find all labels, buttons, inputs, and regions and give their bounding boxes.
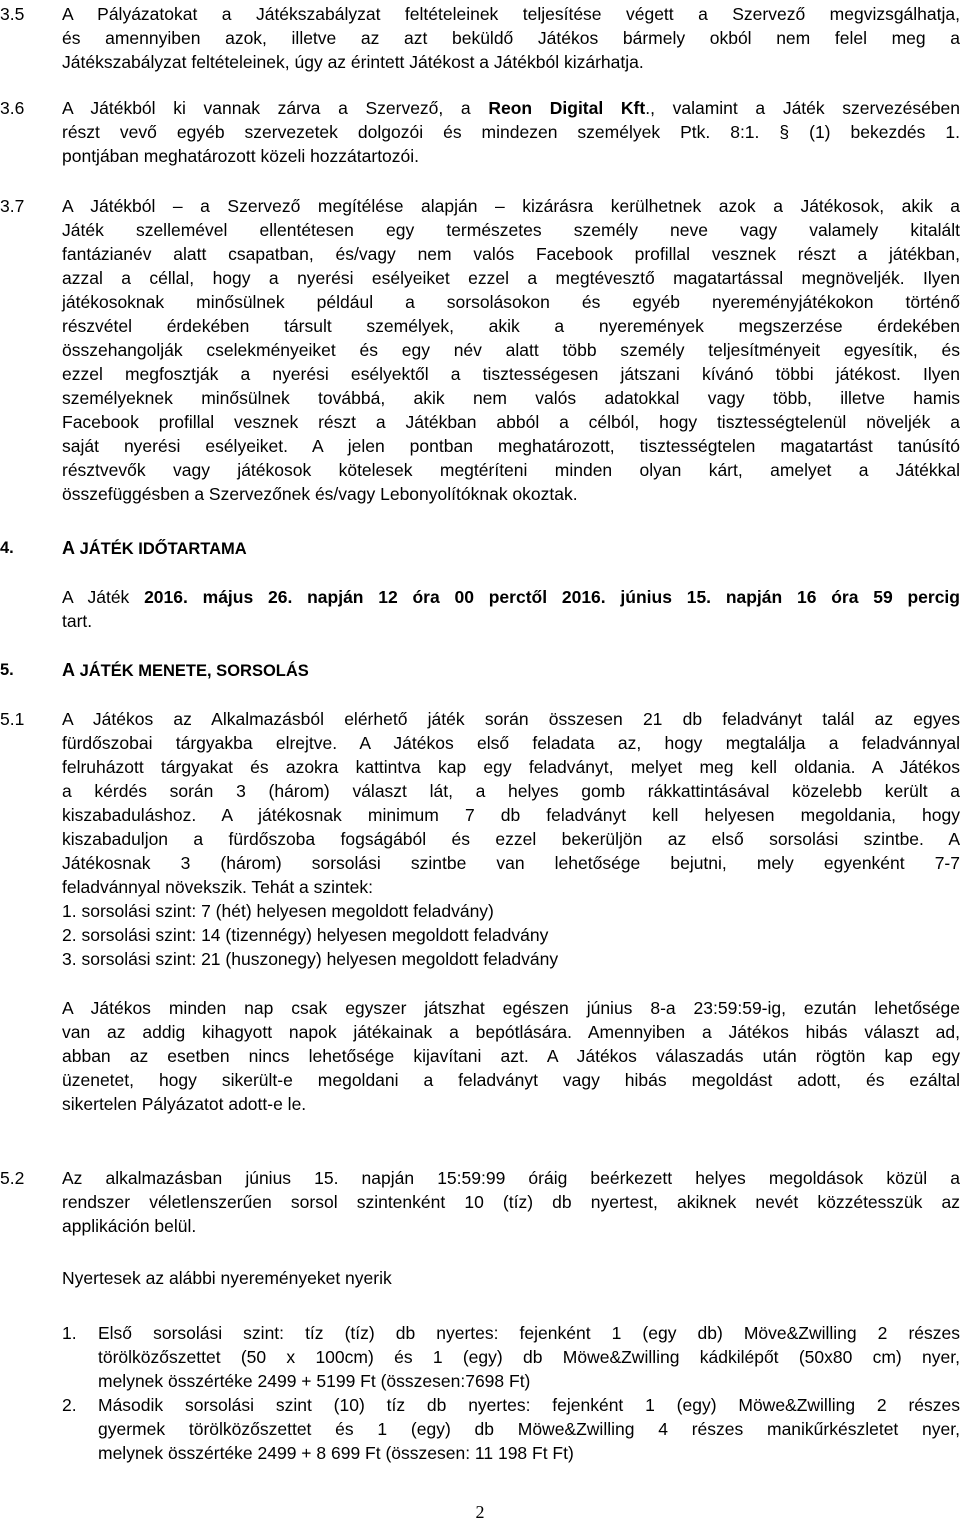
text-line: gyermek törölközőszettet és 1 (egy) db Möwe&Zwilling 4 részes manikűrkészletet nyer,	[98, 1419, 960, 1439]
text-run: A Játék	[62, 587, 145, 607]
section-5-1	[0, 707, 960, 971]
text-line: felruházott tárgyakat és azokra kattintva kap egy feladványt, melyet meg kell oldania. A Játékos	[62, 757, 960, 777]
list-text	[98, 1321, 960, 1393]
section-heading-4	[0, 536, 960, 561]
section-number: 3.5	[0, 4, 25, 24]
heading-initial: A	[62, 538, 75, 558]
text-line: részt vevő egyéb szervezetek dolgozói és mindezen személyek Ptk. 8:1. § (1) bekezdés 1.	[62, 122, 960, 142]
text-line: részvétel érdekében társult személyek, akik a nyeremények megszerzése érdekében	[62, 316, 960, 336]
text-line: Játék szellemével ellentétesen egy természetes személy neve vagy valamely kitalált	[62, 220, 960, 240]
text-line: abban az esetben nincs lehetősége kijavítani azt. A Játékos válaszadás után rögtön kap egy	[62, 1046, 960, 1066]
level-line: 3. sorsolási szint: 21 (huszonegy) helyesen megoldott feladvány	[62, 949, 559, 969]
text-line: fantázianév alatt csapatban, és/vagy nem valós Facebook profillal vesznek részt a játékban,	[62, 244, 960, 264]
section-5-1-paragraph-2	[0, 996, 960, 1116]
text-line: Nyertesek az alábbi nyereményeket nyerik	[62, 1268, 392, 1288]
duration-dates: 2016. május 26. napján 12 óra 00 perctől 2016. június 15. napján 16 óra 59 percig	[144, 587, 960, 607]
text-line: kiszabaduláshoz. A játékosnak minimum 7 db feladványt kell helyesen megoldania, hogy	[62, 805, 960, 825]
list-item	[62, 1321, 960, 1393]
text-line: A Játékos az Alkalmazásból elérhető játék során összesen 21 db feladványt talál az egyes	[62, 709, 960, 729]
text-line: összehangolják cselekményeiket és egy név alatt több személy teljesítményeit egyesítik, és	[62, 340, 960, 360]
text-line: és amennyiben azok, illetve az azt beküldő Játékos bármely okból nem felel meg a	[62, 28, 960, 48]
text-line: azzal a céllal, hogy a nyerési esélyeiket ezzel a megtévesztő magatartással megnöveljék. Ilyen	[62, 268, 960, 288]
list-number: 2.	[62, 1395, 77, 1415]
text-line: pontjában meghatározott közeli hozzátartozói.	[62, 146, 420, 166]
text-line: kiszabaduljon a fürdőszoba fogságából és ezzel bekerüljön az első sorsolási szintbe. A	[62, 829, 960, 849]
section-number: 3.6	[0, 98, 25, 118]
text-line: tart.	[62, 611, 93, 631]
section-number: 5.2	[0, 1168, 25, 1188]
text-line: a kérdés során 3 (három) választ lát, a helyes gomb rákkattintásával közelebb került a	[62, 781, 960, 801]
heading-text	[62, 658, 309, 683]
list-text	[98, 1393, 960, 1465]
section-5-2	[0, 1166, 960, 1238]
text-line: Játékszabályzat feltételeinek, úgy az érintett Játékost a Játékból kizárhatja.	[62, 52, 644, 72]
text-line: törölközőszettet (50 x 100cm) és 1 (egy) db Möwe&Zwilling kádkilépőt (50x80 cm) nyer,	[98, 1347, 960, 1367]
level-line: 1. sorsolási szint: 7 (hét) helyesen megoldott feladvány)	[62, 901, 494, 921]
section-text	[62, 1166, 960, 1238]
text-line: résztvevők vagy játékosok kötelesek megtéríteni minden olyan kárt, amelyet a Játékkal	[62, 460, 960, 480]
list-item	[62, 1393, 960, 1465]
text-line: Második sorsolási szint (10) tíz db nyertes: fejenként 1 (egy) Möwe&Zwilling 2 részes	[98, 1395, 960, 1415]
section-3-5	[0, 2, 960, 74]
section-text	[62, 585, 960, 633]
section-text	[62, 2, 960, 74]
list-number: 1.	[62, 1323, 77, 1343]
level-line: 2. sorsolási szint: 14 (tizennégy) helyesen megoldott feladvány	[62, 925, 549, 945]
text-line: Játékosnak 3 (három) sorsolási szintbe van lehetősége bejutni, mely egyenként 7-7	[62, 853, 960, 873]
text-line: A Játékból – a Szervező megítélése alapján – kizárásra kerülhetnek azok a Játékosok, akik a	[62, 196, 960, 216]
text-run: ., valamint a Játék szervezésében	[645, 98, 960, 118]
text-line: fürdőszobai tárgyakba elrejtve. A Játékos első feladata az, hogy megtalálja a feladvánnyal	[62, 733, 960, 753]
text-line: játékosoknak minősülnek például a sorsolásokon és egyéb nyereményjátékokon történő	[62, 292, 960, 312]
text-line: saját nyerési esélyeiket. A jelen pontban meghatározott, tisztességtelen magatartást tanúsító	[62, 436, 960, 456]
heading-rest: JÁTÉK MENETE, SORSOLÁS	[75, 662, 309, 680]
section-3-6	[0, 96, 960, 168]
section-number: 3.7	[0, 196, 25, 216]
text-run: A Játékból ki vannak zárva a Szervező, a	[62, 98, 489, 118]
section-number: 5.	[0, 661, 14, 679]
text-line: melynek összértéke 2499 + 8 699 Ft (összesen: 11 198 Ft Ft)	[98, 1443, 574, 1463]
text-line: applikáción belül.	[62, 1216, 197, 1236]
text-line: rendszer véletlenszerűen sorsol szintenként 10 (tíz) db nyertest, akiknek nevét közzétesszük az	[62, 1192, 960, 1212]
text-line: feladvánnyal növekszik. Tehát a szintek:	[62, 877, 373, 897]
prize-list	[0, 1321, 960, 1465]
game-duration	[0, 585, 960, 633]
text-line: ezzel megfosztják a nyerési esélyektől a tisztességesen játszani kívánó többi játékost. Ilyen	[62, 364, 960, 384]
text-line	[62, 585, 960, 609]
heading-text	[62, 536, 247, 561]
heading-initial: A	[62, 660, 75, 680]
text-line: üzenetet, hogy sikerült-e megoldani a feladványt vagy hibás megoldást adott, és ezáltal	[62, 1070, 960, 1090]
text-line	[62, 96, 960, 120]
section-text	[62, 96, 960, 168]
text-line: Első sorsolási szint: tíz (tíz) db nyertes: fejenként 1 (egy db) Möve&Zwilling 2 részes	[98, 1323, 960, 1343]
page-number: 2	[475, 1502, 485, 1522]
company-name: Reon Digital Kft	[488, 98, 646, 118]
text-line: A Pályázatokat a Játékszabályzat feltételeinek teljesítése végett a Szervező megvizsgálhatja,	[62, 4, 960, 24]
text-line: A Játékos minden nap csak egyszer játszhat egészen június 8-a 23:59:59-ig, ezután lehetősége	[62, 998, 960, 1018]
section-number: 4.	[0, 539, 14, 557]
section-text	[62, 194, 960, 506]
text-line: összefüggésben a Szervezőnek és/vagy Lebonyolítóknak okoztak.	[62, 484, 578, 504]
text-line: személyeknek minősülnek továbbá, akik nem valós adatokkal vagy több, illetve hamis	[62, 388, 960, 408]
section-heading-5	[0, 658, 960, 683]
text-line: melynek összértéke 2499 + 5199 Ft (összesen:7698 Ft)	[98, 1371, 531, 1391]
section-text	[62, 996, 960, 1116]
section-3-7	[0, 194, 960, 506]
text-line: Facebook profillal vesznek részt a Játékban abból a célból, hogy tisztességtelenül növeljék a	[62, 412, 960, 432]
text-line: sikertelen Pályázatot adott-e le.	[62, 1094, 307, 1114]
winners-intro	[0, 1266, 960, 1290]
heading-rest: JÁTÉK IDŐTARTAMA	[75, 540, 247, 558]
section-text	[62, 707, 960, 971]
text-line: van az addig kihagyott napok játékainak a bepótlására. Amennyiben a Játékos hibás választ ad,	[62, 1022, 960, 1042]
text-line: Az alkalmazásban június 15. napján 15:59:99 óráig beérkezett helyes megoldások közül a	[62, 1168, 960, 1188]
section-number: 5.1	[0, 709, 25, 729]
